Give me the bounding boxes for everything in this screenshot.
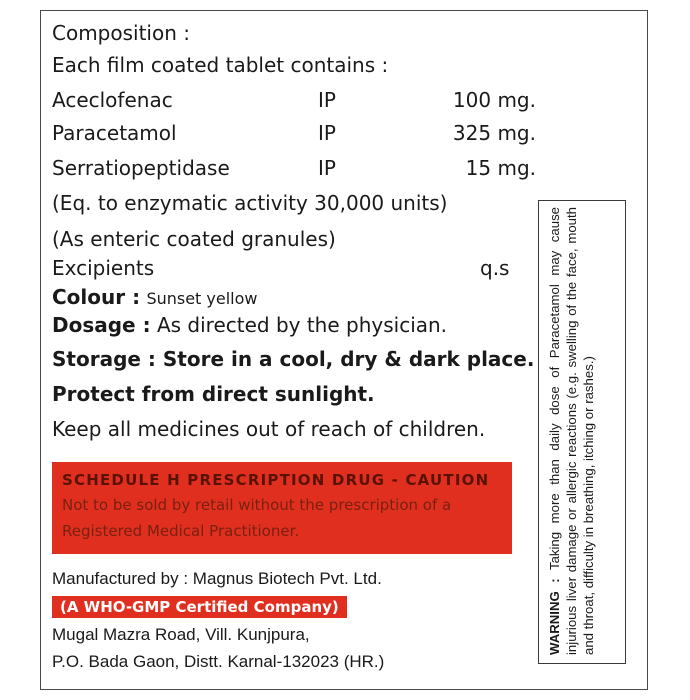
address-line-2: P.O. Bada Gaon, Distt. Karnal-132023 (HR.) [52,652,385,671]
dosage-value: As directed by the physician. [156,313,448,337]
excipients-label: Excipients [52,256,155,280]
composition-heading: Composition : [52,21,190,45]
sunlight-instruction: Protect from direct sunlight. [52,382,375,406]
manufacturer-name: Manufactured by : Magnus Biotech Pvt. Ltd. [52,569,382,588]
ingredient-amount: 325 mg. [452,121,536,145]
ingredient-amount: 15 mg. [465,156,536,180]
children-warning: Keep all medicines out of reach of children. [52,417,486,441]
warning-body: Taking more than daily dose of Paracetamol may cause injurious liver damage or allergic reactions (e.g. swelling of the face, mouth and throat, difficulty in breathing, itching or rashes.) [547,207,596,655]
caution-body: Not to be sold by retail without the prescription of a Registered Medical Practitioner. [62,496,452,540]
ingredient-name: Aceclofenac [52,88,173,112]
storage-instruction: Storage : Store in a cool, dry & dark place. [52,347,535,371]
warning-label: WARNING : [547,578,562,655]
schedule-h-caution-box [52,462,512,554]
ingredient-standard: IP [318,88,336,112]
colour-value: Sunset yellow [146,289,258,308]
colour-label: Colour : [52,285,141,309]
dosage-label: Dosage : [52,313,151,337]
colour-row [52,285,258,311]
dosage-row [52,313,447,337]
composition-subheading: Each film coated tablet contains : [52,53,389,77]
ingredient-standard: IP [318,156,336,180]
excipients-value: q.s [480,256,510,280]
ingredient-standard: IP [318,121,336,145]
who-gmp-badge: (A WHO-GMP Certified Company) [52,596,347,618]
granules-note: (As enteric coated granules) [52,227,336,251]
ingredient-name: Serratiopeptidase [52,156,230,180]
ingredient-amount: 100 mg. [452,88,536,112]
warning-text [542,201,626,661]
caution-title: SCHEDULE H PRESCRIPTION DRUG - CAUTION [62,471,490,489]
enzymatic-activity-note: (Eq. to enzymatic activity 30,000 units) [52,191,448,215]
address-line-1: Mugal Mazra Road, Vill. Kunjpura, [52,625,310,644]
warning-box [538,200,626,664]
ingredient-name: Paracetamol [52,121,177,145]
